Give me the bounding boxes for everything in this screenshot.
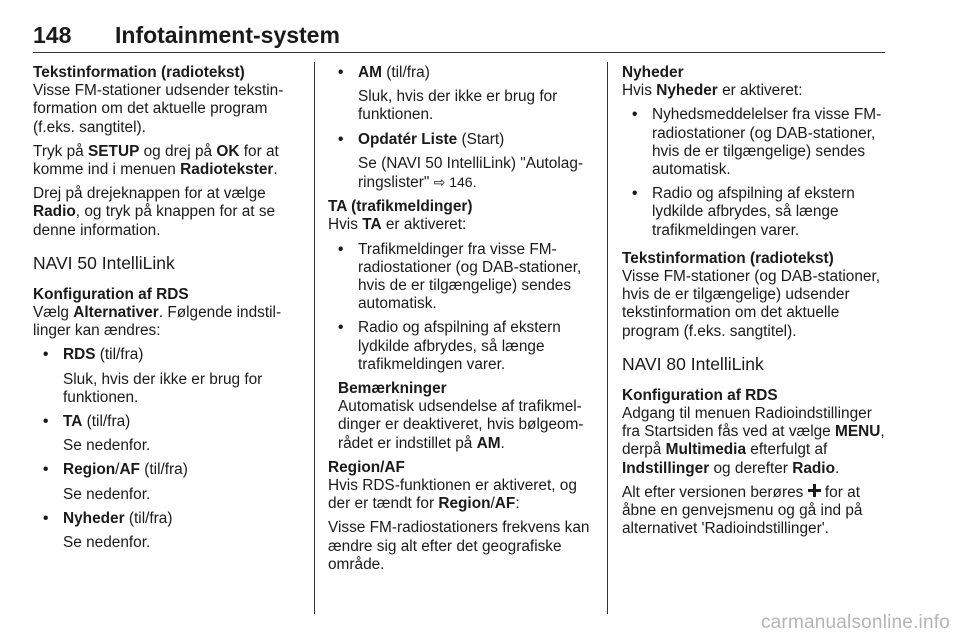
- text: Se (NAVI 50 IntelliLink) "Autolagringslister": [358, 154, 584, 192]
- text: . Følgende indstillinger kan ændres:: [33, 304, 282, 340]
- radiotekster-label: Radiotekster: [180, 161, 274, 179]
- item-description: [358, 155, 598, 192]
- menu-label: MENU: [835, 423, 881, 441]
- note-title: Bemærkninger: [338, 380, 447, 398]
- text: efterfulgt af: [746, 441, 828, 459]
- setup-label: SETUP: [88, 142, 140, 160]
- paragraph-knob: [33, 185, 303, 240]
- header-rule: [33, 52, 885, 53]
- list-item: • Nyhedsmeddelelser fra visse FM-radiostationer (og DAB-stationer, hvis de er tilgængelige) sendes automatisk.: [632, 106, 888, 179]
- item-suffix: (Start): [457, 130, 505, 148]
- radio-label: Radio: [33, 203, 76, 221]
- text: Tryk på: [33, 142, 89, 160]
- text: , derpå: [622, 423, 885, 459]
- paragraph-menu: [622, 405, 888, 478]
- item-label: RDS: [63, 346, 96, 364]
- item-description: Se nedenfor.: [63, 534, 151, 552]
- item-label: Region: [63, 461, 116, 479]
- text: :: [515, 495, 520, 513]
- nyheder-label: Nyheder: [656, 82, 718, 100]
- list-item: [43, 346, 303, 407]
- paragraph-shortcut: [622, 484, 888, 539]
- radio-label: Radio: [792, 459, 835, 477]
- text: er aktiveret:: [717, 82, 803, 100]
- item-label: AM: [358, 64, 382, 81]
- list-item: [338, 64, 598, 125]
- item-suffix: (til/fra): [82, 413, 131, 431]
- list-item: [43, 461, 303, 503]
- column-1: [33, 64, 303, 558]
- page-reference: ⇨ 146.: [433, 174, 477, 191]
- text: Hvis RDS-funktionen er aktiveret, og der er tændt for: [328, 477, 577, 513]
- indstillinger-label: Indstillinger: [622, 459, 710, 477]
- heading-nyheder: Nyheder: [622, 64, 684, 81]
- text: Vælg: [33, 304, 74, 322]
- settings-list: [33, 346, 303, 552]
- region-label: Region: [438, 495, 491, 513]
- item-label-b: AF: [119, 461, 140, 479]
- list-item: • Radio og afspilning af ekstern lydkilde afbrydes, så længe trafikmeldingen varer.: [338, 319, 598, 374]
- ta-list: [328, 241, 598, 374]
- list-item: [338, 131, 598, 193]
- plus-icon: [808, 484, 821, 502]
- ok-label: OK: [216, 142, 240, 160]
- multimedia-label: Multimedia: [665, 441, 747, 459]
- list-item: • Radio og afspilning af ekstern lydkilde afbrydes, så længe trafikmeldingen varer.: [632, 185, 888, 240]
- paragraph-frequency: Visse FM-radiostationers frekvens kan ændre sig alt efter det geografiske område.: [328, 519, 590, 573]
- paragraph-region: [328, 477, 598, 513]
- heading-navi80: NAVI 80 IntelliLink: [622, 353, 764, 374]
- page-header: [33, 22, 885, 54]
- item-suffix: (til/fra): [139, 461, 188, 479]
- column-2: [328, 64, 598, 580]
- text: Hvis: [328, 216, 363, 234]
- list-item: [43, 413, 303, 455]
- item-label-sep: /: [115, 461, 120, 479]
- am-label: AM: [476, 434, 501, 452]
- paragraph-tekst: Visse FM-stationer (og DAB-stationer, hvis de er tilgængelige) udsender tekstinformation om det aktuelle program (f.eks. sangtitel).: [622, 268, 881, 340]
- text: .: [500, 434, 505, 452]
- text: .: [834, 459, 840, 477]
- list-item: [43, 510, 303, 552]
- heading-konfiguration-rds-2: Konfiguration af RDS: [622, 386, 778, 404]
- nyheder-list: [622, 106, 888, 239]
- settings-list-cont: [328, 64, 598, 192]
- column-divider-1: [314, 62, 315, 614]
- paragraph-ta: [328, 216, 598, 234]
- text: Adgang til menuen Radioindstillinger fra Startsiden fås ved at vælge: [622, 405, 872, 441]
- note-block: [328, 380, 598, 453]
- text: .: [273, 161, 278, 179]
- text: /: [490, 495, 495, 513]
- heading-region-af: Region/AF: [328, 458, 405, 476]
- text: Hvis: [622, 82, 657, 100]
- text: er aktiveret:: [381, 216, 467, 234]
- section-title: Infotainment-system: [115, 22, 340, 48]
- text: , og tryk på knappen for at se denne information.: [33, 203, 276, 239]
- text: for at komme ind i menuen: [33, 142, 279, 179]
- list-item: • Trafikmeldinger fra visse FM-radiostationer (og DAB-stationer, hvis de er tilgængelige) sendes automatisk.: [338, 241, 598, 314]
- text: og derefter: [709, 459, 793, 477]
- item-suffix: (til/fra): [381, 64, 430, 81]
- text: og drej på: [139, 142, 217, 160]
- item-description: Se nedenfor.: [63, 485, 151, 503]
- af-label: AF: [494, 495, 516, 513]
- alternativer-label: Alternativer: [73, 304, 159, 322]
- page-number: 148: [33, 22, 72, 48]
- item-suffix: (til/fra): [124, 509, 173, 527]
- text: for at åbne en genvejsmenu og gå ind på alternativet 'Radioindstillinger'.: [622, 483, 863, 538]
- item-description: Sluk, hvis der ikke er brug for funktionen.: [358, 88, 558, 124]
- heading-konfiguration-rds: Konfiguration af RDS: [33, 285, 189, 303]
- text: Alt efter versionen berøres: [622, 483, 808, 501]
- watermark: carmanualsonline.info: [760, 612, 950, 633]
- item-suffix: (til/fra): [95, 346, 144, 364]
- text: Automatisk udsendelse af trafikmeldinger er deaktiveret, hvis bølgeområdet er indstillet på: [338, 398, 584, 452]
- paragraph-setup: [33, 143, 303, 179]
- paragraph-nyheder: [622, 82, 888, 100]
- column-divider-2: [607, 62, 608, 614]
- text: Drej på drejeknappen for at vælge: [33, 185, 266, 203]
- heading-tekstinformation: Tekstinformation (radiotekst): [33, 64, 245, 81]
- heading-tekstinformation-2: Tekstinformation (radiotekst): [622, 249, 834, 267]
- item-description: Sluk, hvis der ikke er brug for funktionen.: [63, 370, 263, 406]
- paragraph-alternativer: [33, 304, 303, 340]
- item-label: Nyheder: [63, 509, 125, 527]
- heading-navi50: NAVI 50 IntelliLink: [33, 252, 175, 273]
- item-label: TA: [63, 413, 83, 431]
- item-label: Opdatér Liste: [358, 130, 458, 148]
- paragraph-fm-text: Visse FM-stationer udsender tekstinformation om det aktuelle program (f.eks. sangtitel).: [33, 82, 284, 136]
- item-description: Se nedenfor.: [63, 437, 151, 455]
- ta-label: TA: [362, 216, 382, 234]
- heading-ta: TA (trafikmeldinger): [328, 198, 473, 216]
- column-3: [622, 64, 888, 544]
- note-text: [338, 398, 598, 453]
